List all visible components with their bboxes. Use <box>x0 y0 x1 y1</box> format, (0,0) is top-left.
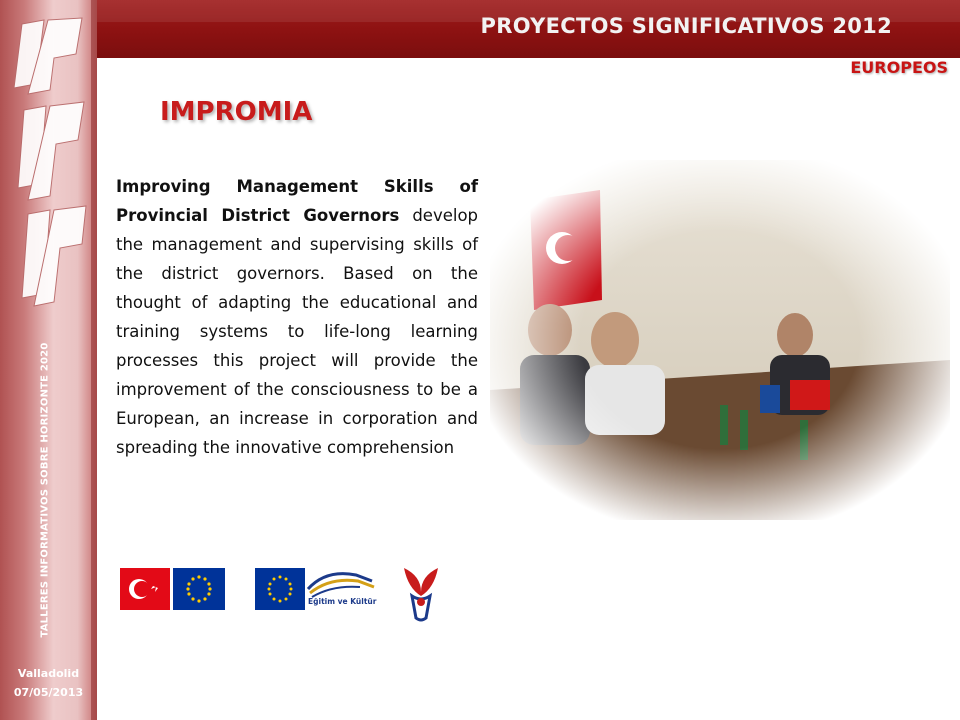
sidebar-edge <box>91 0 97 720</box>
meeting-photo <box>490 160 950 520</box>
eu-flag-icon-2 <box>255 568 305 610</box>
project-description <box>116 172 478 462</box>
education-culture-label: Eğitim ve Kültür <box>308 597 377 606</box>
ministry-logo-icon <box>400 562 442 622</box>
page-title: PROYECTOS SIGNIFICATIVOS 2012 <box>480 14 892 38</box>
project-description-text: develop the management and supervising skills of the district governors. Based on the thought of adapting the educational and training systems to life-long learning processes this project will provide the improvement of the consciousness to be a European, an increase in corporation and spreading the innovative comprehension <box>116 206 479 457</box>
event-city: Valladolid <box>17 667 80 680</box>
page-subtitle: EUROPEOS <box>850 58 948 77</box>
turkey-flag-icon <box>120 568 170 610</box>
event-date: 07/05/2013 <box>13 686 84 699</box>
project-title-bold: Improving Management Skills of Provincial District Governors <box>116 177 478 225</box>
institution-logo-icon <box>4 14 90 314</box>
left-sidebar <box>0 0 97 720</box>
eu-flag-icon <box>173 568 225 610</box>
event-vertical-label: TALLERES INFORMATIVOS SOBRE HORIZONTE 2020 <box>39 342 51 638</box>
project-name: IMPROMIA <box>160 97 313 127</box>
header-bar <box>97 0 960 58</box>
